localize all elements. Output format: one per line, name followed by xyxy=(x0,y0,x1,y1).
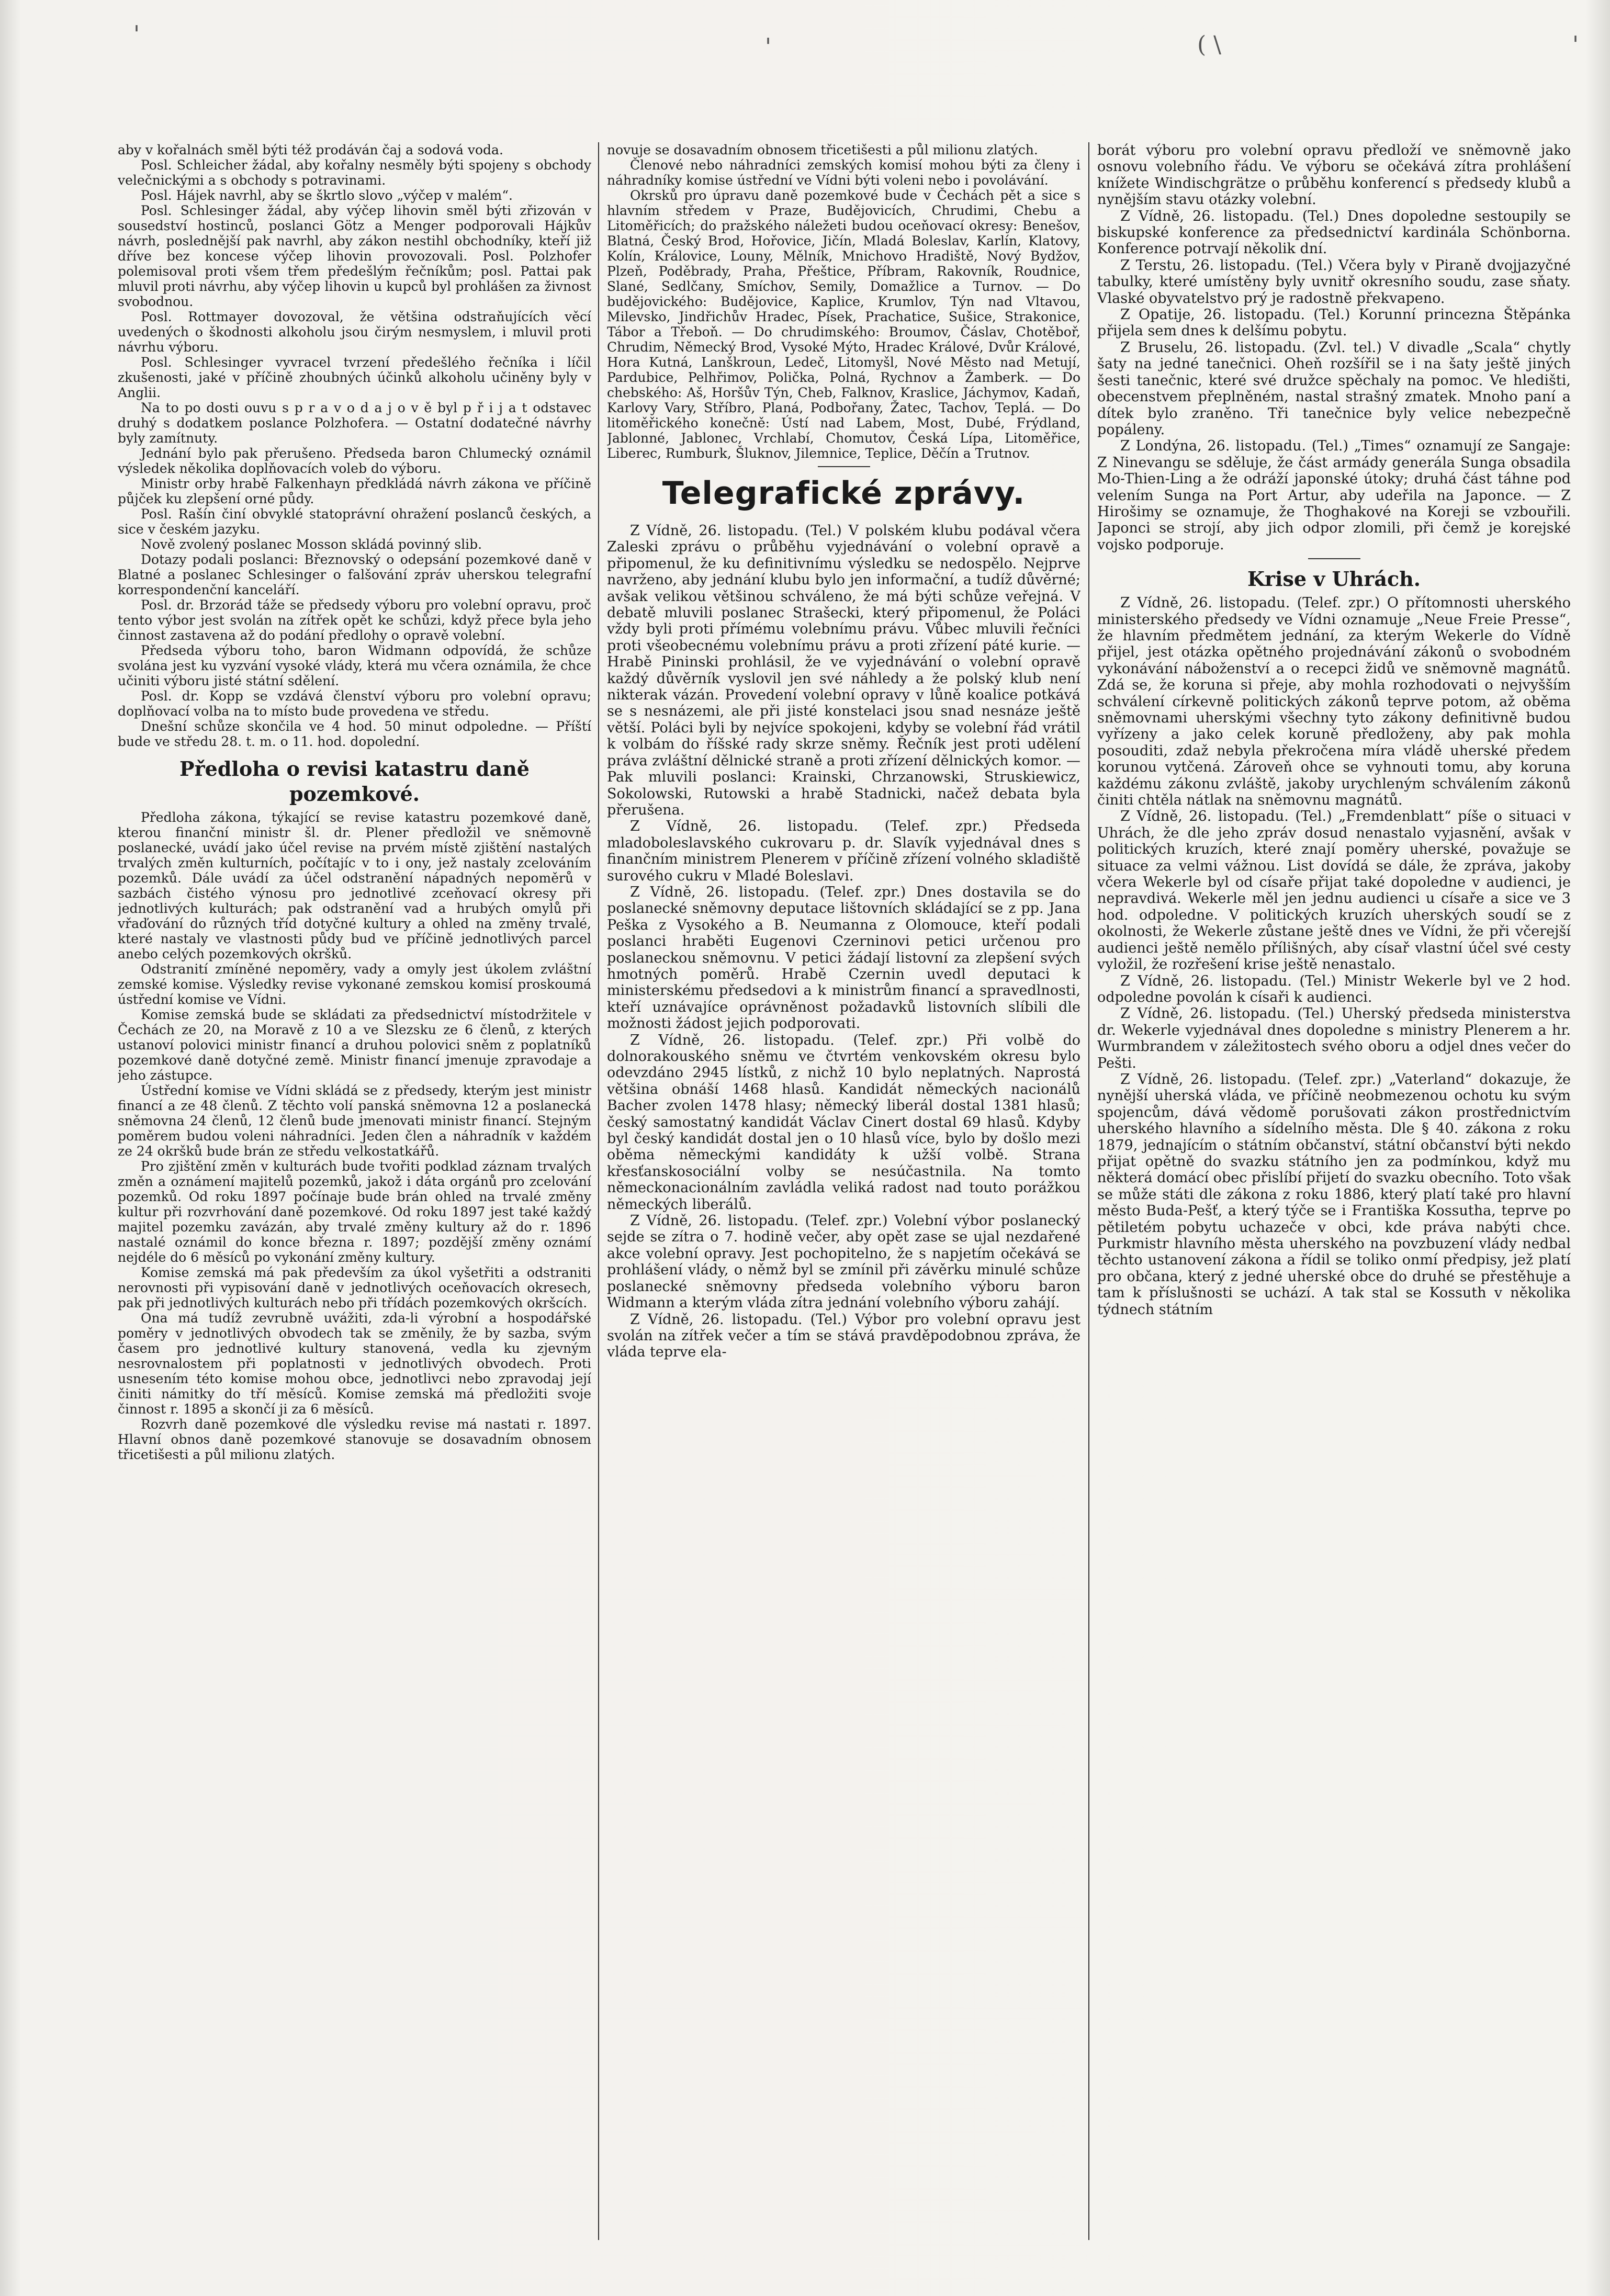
telegram-paragraph: Z Terstu, 26. listopadu. (Tel.) Včera byly v Piraně dvojjazyčné tabulky, které umístěny byly uvnitř okresního soudu, zase sňaty. Vlaské obyvatelstvo prý je radostně překvapeno. xyxy=(1097,257,1571,307)
paragraph: Posl. Schlesinger žádal, aby výčep lihovin směl býti zřizován v sousedství hostinců, poslanci Götz a Menger podporovali Hájkův návrh, poslednější pak navrhl, aby zákon nestihl obchodníky, kteří již dříve bez koncese výčep lihovin provozovali. Posl. Polzhofer polemisoval proti všem třem předešlým řečníkům; posl. Pattai pak mluvil proti návrhu, aby výčep lihovin u kupců byl prohlášen za živnost svobodnou. xyxy=(118,203,591,309)
paragraph: Na to po dosti ouvu s p r a v o d a j o v ě byl p ř i j a t odstavec druhý s dodatkem poslance Polzhofera. — Ostatní dodatečné návrhy byly zamítnuty. xyxy=(118,400,591,446)
paragraph: Komise zemská bude se skládati za předsednictví místodržitele v Čechách ze 20, na Moravě z 10 a ve Slezsku ze 6 členů, z kterých ustanoví polovici ministr financí a druhou polovici sněm z poplatníků pozemkové daně dotyčné země. Ministr financí jmenuje zpravodaje a jeho zástupce. xyxy=(118,1007,591,1083)
section-title-telegraficke-zpravy: Telegrafické zprávy. xyxy=(662,475,1026,512)
telegram-paragraph: borát výboru pro volební opravu předloží ve sněmovně jako osnovu volebního řádu. Ve výboru se očekává zítra prohlášení knížete Windischgrätze o průběhu konferencí s předsedy klubů a nynějším stavu otázky volební. xyxy=(1097,142,1571,208)
paragraph: Členové nebo náhradníci zemských komisí mohou býti za členy i náhradníky komise ústřední ve Vídni býti voleni nebo i povolávání. xyxy=(607,157,1080,188)
telegram-paragraph: Z Vídně, 26. listopadu. (Tel.) Výbor pro volební opravu jest svolán na zítřek večer a tím se stává pravděpodobnou zpráva, že vláda teprve ela- xyxy=(607,1311,1080,1361)
paragraph: Dnešní schůze skončila ve 4 hod. 50 minut odpoledne. — Příští bude ve středu 28. t. m. o 11. hod. dopolední. xyxy=(118,719,591,749)
page-mark-top-left: ' xyxy=(133,21,140,48)
section-title-krise-v-uhrach: Krise v Uhrách. xyxy=(1247,567,1421,591)
telegram-paragraph: Z Vídně, 26. listopadu. (Telef. zpr.) „Vaterland“ dokazuje, že nynější uherská vláda, ve příčině neobmezenou ochotu ku svým spojencům, dává vědomě porušovati zákon prostřednictvím uherského hlavního a sídelního města. Dle § 40. zákona z roku 1879, jednajícím o státním občanství, státní občanství býti nekdo přijat opětně do svazku státního jen za podmínkou, když mu některá domácí obec přislíbí přijetí do svazku obecního. Toto však se může státi dle zákona z roku 1886, který platí také pro hlavní město Buda-Pešť, a který týče se i Františka Kossutha, teprve po pětiletém pobytu uchazeče v obci, kde práva nabýti chce. Purkmistr hlavního města uherského na povzbuzení vlády nedbal těchto ustanovení zákona a řídil se toliko onmí předpisy, jež platí pro občana, který z jedné uherské obce do druhé se přestěhuje a tam k příslušnosti se uchází. A tak stal se Kossuth v několika týdnech státním xyxy=(1097,1071,1571,1318)
telegram-paragraph: Z Vídně, 26. listopadu. (Tel.) Uherský předseda ministerstva dr. Wekerle vyjednával dnes dopoledne s ministry Plenerem a hr. Wurmbrandem v záležitostech svého oboru a odjel dnes večer do Pešti. xyxy=(1097,1005,1571,1071)
paragraph: Posl. dr. Brzorád táže se předsedy výboru pro volební opravu, proč tento výbor jest svolán na zítřek opět ke schůzi, když přece byla jeho činnost zastavena až do podání předlohy o opravě volební. xyxy=(118,597,591,643)
paragraph: Komise zemská má pak především za úkol vyšetřiti a odstraniti nerovnosti při vypisování daně v jednotlivých oceňovacích okresech, pak při jednotlivých kulturách nebo při třídách pozemkových okršcích. xyxy=(118,1265,591,1310)
paragraph: Pro zjištění změn v kulturách bude tvořiti podklad záznam trvalých změn a oznámení majitelů pozemků, jakož i dáta orgánů pro zcelování pozemků. Od roku 1897 počínaje bude brán ohled na trvalé změny kultur při rozvrhování daně pozemkové. Od roku 1897 jest také každý majitel pozemku zavázán, aby trvalé změny kultury až do r. 1896 nastalé oznámil do konce března r. 1897; pozdější změny oznámí nejdéle do 6 měsíců po vykonání změny kultury. xyxy=(118,1159,591,1265)
paragraph: Posl. Schleicher žádal, aby kořalny nesměly býti spojeny s obchody velečnickými a s obchody s potravinami. xyxy=(118,157,591,188)
paragraph: Rozvrh daně pozemkové dle výsledku revise má nastati r. 1897. Hlavní obnos daně pozemkové stanovuje se dosavadním obnosem třicetišesti a půl milionu zlatých. xyxy=(118,1417,591,1462)
article-heading-revise-katastru: Předloha o revisi katastru daně pozemkové. xyxy=(179,757,530,806)
paragraph: Dotazy podali poslanci: Březnovský o odepsání pozemkové daně v Blatné a poslanec Schlesinger o falšování zpráv uherskou telegrafní korrespondenční kanceláří. xyxy=(118,552,591,597)
paragraph: novuje se dosavadním obnosem třicetišesti a půl milionu zlatých. xyxy=(607,142,1038,157)
page-mark-top-mid-1: ' xyxy=(765,33,772,60)
paragraph: Nově zvolený poslanec Mosson skládá povinný slib. xyxy=(141,537,482,552)
telegram-paragraph: Z Vídně, 26. listopadu. (Telef. zpr.) Volební výbor poslanecký sejde se zítra o 7. hodině večer, aby opět zase se ujal nezdařené akce volební opravy. Jest pochopitelno, že s napjetím očekává se prohlášení vlády, o němž byl se zmínil při závěrku minulé schůze poslanecké sněmovny předseda volebního výboru baron Widmann a kterým vláda zítra jednání volebního výboru zahájí. xyxy=(607,1213,1080,1311)
paragraph: Ona má tudíž zevrubně uvážiti, zda-li výrobní a hospodářské poměry v jednotlivých obvodech tak se změnily, že by sazba, svým časem pro jednotlivé kultury stanovená, vedla ku zjevným nesrovnalostem při poplatnosti v jednotlivých obvodech. Proti usnesením této komise mohou obce, jednotlivci nebo zpravodaj její činiti námitky do tří měsíců. Komise zemská má předložiti svoje činnost r. 1895 a skončí ji za 6 měsíců. xyxy=(118,1310,591,1417)
column-rule-1 xyxy=(598,142,599,2240)
telegram-paragraph: Z Vídně, 26. listopadu. (Telef. zpr.) O přítomnosti uherského ministerského předsedy ve Vídni oznamuje „Neue Freie Presse“, že hlavním předmětem jednání, za kterým Wekerle do Vídně přijel, jest otázka opětného projednávání zákonů o svobodném vykonávání náboženství a o recepci židů ve sněmovně magnátů. Zdá se, že koruna si přeje, aby mohla rozhodovati o nejvyšším schválení církevně politických zákonů teprve potom, až oběma sněmovnami uherskými všechny tyto zákony definitivně budou vyřízeny a jako celek koruně předloženy, aby pak mohla posouditi, zdaž nebyla překročena míra vládě uherské předem korunou vytčená. Zároveň ohce se vyhnouti tomu, aby koruna každému zákonu zvláště, jakoby urychleným schválením zákonů činiti chtěla nátlak na sněmovnu magnátů. xyxy=(1097,595,1571,809)
paragraph: Odstranití zmíněné nepoměry, vady a omyly jest úkolem zvláštní zemské komise. Výsledky revise vykonané zemskou komisí proskoumá ústřední komise ve Vídni. xyxy=(118,962,591,1007)
paragraph: Posl. dr. Kopp se vzdává členství výboru pro volební opravu; doplňovací volba na to místo bude provedena ve středu. xyxy=(118,688,591,719)
column-3 xyxy=(1097,142,1571,2240)
telegram-paragraph: Z Opatije, 26. listopadu. (Tel.) Korunní princezna Štěpánka přijela sem dnes k delšímu pobytu. xyxy=(1097,307,1571,340)
telegram-paragraph: Z Vídně, 26. listopadu. (Tel.) Ministr Wekerle byl ve 2 hod. odpoledne povolán k císaři k audienci. xyxy=(1097,972,1571,1005)
section-separator xyxy=(818,466,870,467)
page-mark-top-mid-2: ( \ xyxy=(1197,31,1221,58)
telegram-paragraph: Z Londýna, 26. listopadu. (Tel.) „Times“ oznamují ze Sangaje: Z Ninevangu se sděluje, že část armády generála Sunga obsadila Mo-Thien-Ling a že odráží japonské útoky; druhá část táhne pod velením Sunga na Port Artur, aby udeřila na Japonce. — Z Hirošimy se oznamuje, že Thoghakové na Koreji se vzbouřili. Japonci se strojí, aby jich odpor zlomili, při čemž je korejské vojsko podporuje. xyxy=(1097,438,1571,553)
paragraph: Posl. Rottmayer dovozoval, že většina odstraňujících věcí uvedených o škodnosti alkoholu jsou čirým nesmyslem, i mluvil proti návrhu výboru. xyxy=(118,309,591,355)
section-separator xyxy=(1308,558,1360,559)
telegram-paragraph: Z Bruselu, 26. listopadu. (Zvl. tel.) V divadle „Scala“ chytly šaty na jedné tanečnici. Oheň rozšířil se i na šaty ještě jiných šesti tanečnic, které své družce spěchaly na pomoc. Ve hledišti, obecenstvem přeplněném, nastal strašný zmatek. Mnoho paní a dítek bylo zraněno. Tři tanečnice byly velice nebezpečně popáleny. xyxy=(1097,339,1571,438)
telegram-paragraph: Z Vídně, 26. listopadu. (Telef. zpr.) Předseda mladoboleslavského cukrovaru p. dr. Slavík vyjednával dnes s finančním ministrem Plenerem v příčině zřízení volného skladiště surového cukru v Mladé Boleslavi. xyxy=(607,818,1080,884)
telegram-paragraph: Z Vídně, 26. listopadu. (Telef. zpr.) Dnes dostavila se do poslanecké sněmovny deputace lištovních skládající se z pp. Jana Peška z Vysokého a B. Neumanna z Olomouce, kteří podali poslanci hraběti Eugenovi Czerninovi petici určenou pro poslaneckou sněmovnu. V petici žádají listovní za zlepšení svých hmotných poměrů. Hrabě Czernin uvedl deputaci k ministerskému předsedovi a k ministrům financí a spravedlnosti, kteří uznávajíce oprávněnost požadavků listovních slíbili dle možnosti žádost jejich podporovati. xyxy=(607,884,1080,1032)
paragraph: Posl. Hájek navrhl, aby se škrtlo slovo „výčep v malém“. xyxy=(141,188,513,203)
column-rule-2 xyxy=(1088,142,1089,2240)
telegram-paragraph: Z Vídně, 26. listopadu. (Tel.) V polském klubu podával včera Zaleski zprávu o průběhu vyjednávání o volební opravě a připomenul, že ku definitivnímu výsledku se nedospělo. Nejprve navrženo, aby jednání klubu bylo jen informační, a tudíž důvěrné; avšak velikou většinou schváleno, že má býti schůze veřejná. V debatě mluvili poslanec Strašecki, který připomenul, že Poláci vždy byli proti přímému volebnímu právu. Vůbec mluvili řečníci proti všeobecnému volebnímu právu a proti zřízení páté kurie. — Hrabě Pininski prohlásil, že ve vyjednávání o volební opravě každý důvěrník vyslovil jen své náhledy a že polský klub není nikterak vázán. Provedení volební opravy v lůně koalice potkává se s nesnázemi, ale při jisté konstelaci jsou snad nesnáze ještě větší. Poláci byli by nejvíce spokojeni, kdyby se volební řád vrátil k volbám do říšské rady skrze sněmy. Řečník jest proti udělení práva zvláštní dělnické straně a proti zřízení dělnických komor. — Pak mluvili poslanci: Krainski, Chrzanowski, Struskiewicz, Sokolowski, Rutowski a hrabě Stadnicki, načež debata byla přerušena. xyxy=(607,523,1080,818)
column-2 xyxy=(607,142,1080,2240)
telegram-paragraph: Z Vídně, 26. listopadu. (Telef. zpr.) Při volbě do dolnorakouského sněmu ve čtvrtém venkovském okresu bylo odevzdáno 2945 lístků, z nichž 10 bylo neplatných. Naprostá většina obnáší 1468 hlasů. Kandidát německých nacionálů Bacher zvolen 1478 hlasy; německý liberál dostal 1381 hlasů; český samostatný kandidát Václav Cinert dostal 69 hlasů. Kdyby byl český kandidát dostal jen o 10 hlasů více, bylo by došlo mezi oběma německými kandidáty k užší volbě. Strana křesťanskosociální volby se nesúčastnila. Na tomto německonacionálním zavládla veliká radost nad touto porážkou německých liberálů. xyxy=(607,1032,1080,1213)
telegram-paragraph: Z Vídně, 26. listopadu. (Tel.) Dnes dopoledne sestoupily se biskupské konference za předsednictví kardinála Schönborna. Konference potrvají několik dní. xyxy=(1097,208,1571,257)
paragraph: Předseda výboru toho, baron Widmann odpovídá, že schůze svolána jest ku vyzvání vysoké vlády, která mu včera oznámila, že chce učiniti výboru jisté státní sdělení. xyxy=(118,643,591,688)
paragraph: Okrsků pro úpravu daně pozemkové bude v Čechách pět a sice s hlavním středem v Praze, Budějovicích, Chrudimi, Chebu a Litoměřicích; do pražského náležeti budou oceňovací okresy: Benešov, Blatná, Český Brod, Hořovice, Jičín, Mladá Boleslav, Karlín, Klatovy, Kolín, Královice, Louny, Mělník, Mnichovo Hradiště, Nový Bydžov, Plzeň, Poděbrady, Praha, Přeštice, Příbram, Rakovník, Roudnice, Slané, Sedlčany, Smíchov, Semily, Domažlice a Turnov. — Do budějovického: Budějovice, Kaplice, Krumlov, Týn nad Vltavou, Milevsko, Jindřichův Hradec, Písek, Prachatice, Sušice, Strakonice, Tábor a Třeboň. — Do chrudimského: Broumov, Čáslav, Chotěboř, Chrudim, Německý Brod, Vysoké Mýto, Hradec Králové, Dvůr Králové, Hora Kutná, Lanškroun, Ledeč, Litomyšl, Nové Město nad Metují, Pardubice, Pelhřimov, Polička, Polná, Rychnov a Žamberk. — Do chebského: Aš, Horšův Týn, Cheb, Falknov, Kraslice, Jáchymov, Kadaň, Karlovy Vary, Stříbro, Planá, Podbořany, Žatec, Tachov, Teplá. — Do litoměřického konečně: Ústí nad Labem, Most, Dubé, Frýdland, Jablonné, Jablonec, Vrchlabí, Chomutov, Česká Lípa, Litoměřice, Liberec, Rumburk, Šluknov, Jilemnice, Teplice, Děčín a Trutnov. xyxy=(607,188,1080,461)
paragraph: Ústřední komise ve Vídni skládá se z předsedy, kterým jest ministr financí a ze 48 členů. Z těchto volí panská sněmovna 12 a poslanecká sněmovna 24 členů, 12 členů bude jmenovati ministr financí. Stejným poměrem budou voleni náhradníci. Jeden člen a náhradník v každém ze 24 okršků bude brán ze středu velkostatkářů. xyxy=(118,1083,591,1159)
paragraph: Posl. Rašín činí obvyklé statoprávní ohražení poslanců českých, a sice v českém jazyku. xyxy=(118,506,591,537)
paragraph: Posl. Schlesinger vyvracel tvrzení předešlého řečníka i líčil zkušenosti, jaké v příčině zhoubných účinků alkoholu učiněny byly v Anglii. xyxy=(118,355,591,400)
paragraph: Předloha zákona, týkající se revise katastru pozemkové daně, kterou finanční ministr šl. dr. Plener předložil ve sněmovně poslanecké, uvádí jako účel revise na prvém místě zjištění nastalých trvalých změn kulturních, počítajíc v to i ony, jež nastaly zcelováním pozemků. Dále uvádí za účel odstranění nápadných nepoměrů v sazbách čistého výnosu pro jednotlivé zceňovací okresy při jednotlivých kulturách; pak odstranění vad a hrubých omylů při vřaďování do různých tříd dotyčné kultury a ohled na změny trvalé, které nastaly ve vlastnosti půdy bud ve příčině jednotlivých parcel anebo celých pozemkových okršků. xyxy=(118,810,591,962)
column-1 xyxy=(118,142,591,2240)
page-mark-top-right: ' xyxy=(1572,31,1579,58)
paragraph: Ministr orby hrabě Falkenhayn předkládá návrh zákona ve příčině půjček ku zlepšení orné půdy. xyxy=(118,476,591,506)
paragraph: Jednání bylo pak přerušeno. Předseda baron Chlumecký oznámil výsledek několika doplňovacích voleb do výboru. xyxy=(118,446,591,476)
paragraph: aby v kořalnách směl býti též prodáván čaj a sodová voda. xyxy=(118,142,503,157)
telegram-paragraph: Z Vídně, 26. listopadu. (Tel.) „Fremdenblatt“ píše o situaci v Uhrách, že dle jeho zpráv dosud nenastalo vyjasnění, avšak v politických kruzích, které znají poměry uherské, považuje se situace za velmi vážnou. List dovídá se dále, že zpráva, jakoby včera Wekerle byl od císaře přijat také dopoledne v audienci, je nepravdivá. Wekerle měl jen jednu audienci u císaře a sice ve 3 hod. odpoledne. V politických kruzích uherských soudí se z okolnosti, že Wekerle zůstane ještě dnes ve Vídni, že při včerejší audienci ještě nemělo přílišných, aby císař vlastní účel své cesty vyložil, že rozřešení krise ještě nenastalo. xyxy=(1097,808,1571,973)
